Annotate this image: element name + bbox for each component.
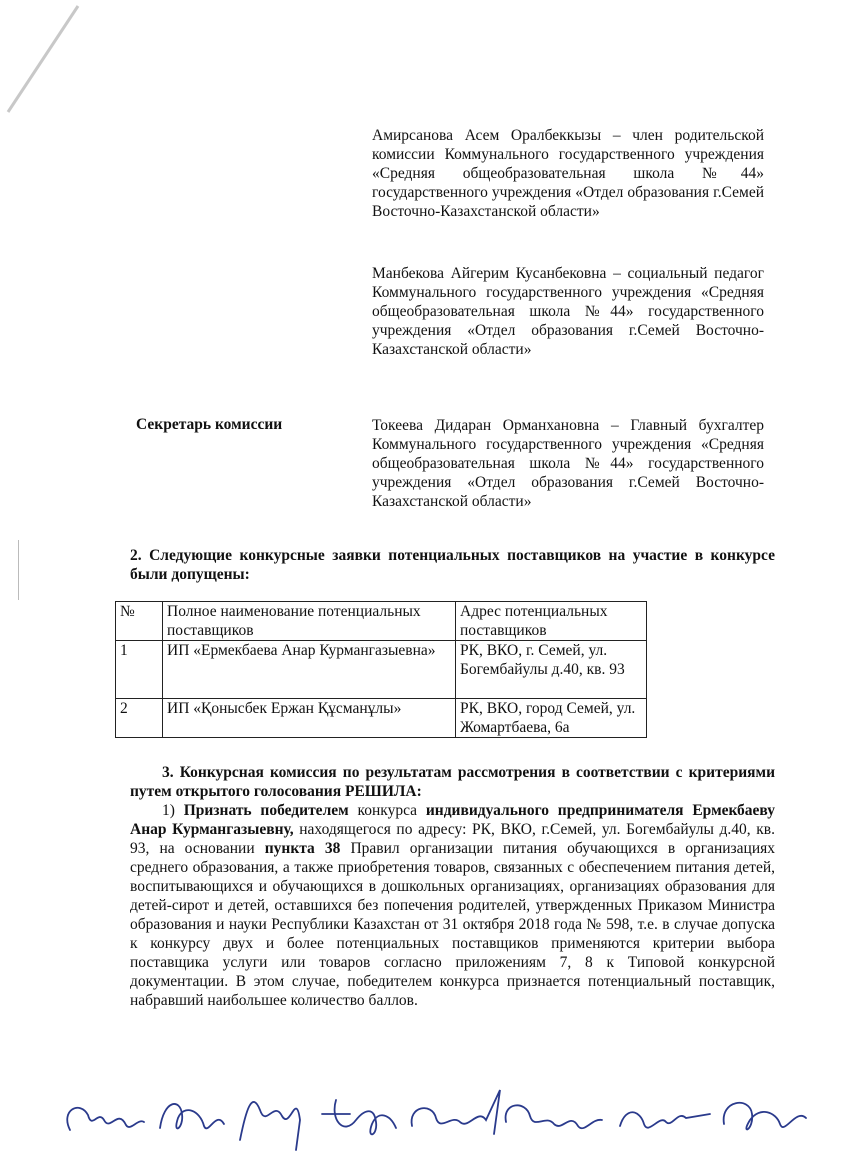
clause-reference: пункта 38 bbox=[264, 840, 341, 857]
decision-text: находящегося по адресу: РК, ВКО, г.Семей, ул. Богембайулы д.40, кв. 93, на основании bbox=[130, 821, 775, 857]
signature-2 bbox=[160, 1104, 224, 1128]
table-cell: 2 bbox=[116, 699, 163, 738]
decision-paragraph bbox=[130, 801, 775, 1010]
table-header-cell: Полное наименование потенциальных поставщиков bbox=[163, 602, 456, 641]
signature-4 bbox=[322, 1100, 396, 1134]
signature-3 bbox=[240, 1102, 300, 1150]
winner-name: индивидуального предпринимателя Ермекбаеву Анар Курмангазыевну, bbox=[130, 802, 776, 838]
table-row bbox=[116, 699, 647, 738]
signature-8 bbox=[724, 1103, 806, 1130]
table-cell: ИП «Ермекбаева Анар Курмангазыевна» bbox=[163, 641, 456, 699]
table-header-row bbox=[116, 602, 647, 641]
table-cell: 1 bbox=[116, 641, 163, 699]
signature-1 bbox=[67, 1108, 144, 1130]
table-header-cell: № bbox=[116, 602, 163, 641]
signature-5 bbox=[412, 1090, 500, 1134]
signatures-row bbox=[60, 1070, 820, 1160]
section-3-heading: 3. Конкурсная комиссия по результатам рассмотрения в соответствии с критериями путем открытого голосования РЕШИЛА: bbox=[130, 764, 775, 800]
commission-member-2: Манбекова Айгерим Кусанбековна – социальный педагог Коммунального государственного учреждения «Средняя общеобразовательная школа №44» государственного учреждения «Отдел образования г.Семей Восточно-Казахстанской области» bbox=[372, 265, 764, 358]
decision-text: конкурса bbox=[357, 802, 418, 819]
decision-text: Правил организации питания обучающихся в организациях среднего образования, а также приобретения товаров, связанных с обеспечением питания детей, воспитывающихся и обучающихся в дошкольных организациях, организациях образования для детей-сирот и детей, оставшихся без попечения родителей, утвержденных Приказом Министра образования и науки Республики Казахстан от 31 октября 2018 года № 598, т.е. в случае допуска к конкурсу двух и более потенциальных поставщиков применяются критерии выбора поставщика услуги или товаров согласно приложениям 7, 8 к Типовой конкурсной документации. В этом случае, победителем конкурса признается потенциальный поставщик, набравший наибольшее количество баллов. bbox=[130, 840, 776, 1009]
table-cell: ИП «Қонысбек Ержан Құсманұлы» bbox=[163, 699, 456, 738]
signature-7 bbox=[620, 1112, 710, 1127]
scan-artifact-line bbox=[0, 0, 110, 120]
margin-mark bbox=[18, 540, 19, 600]
decision-number: 1) bbox=[162, 802, 175, 819]
table-row bbox=[116, 641, 647, 699]
table-cell: РК, ВКО, город Семей, ул. Жомартбаева, 6а bbox=[456, 699, 647, 738]
section-2-heading: 2. Следующие конкурсные заявки потенциальных поставщиков на участие в конкурсе были допущены: bbox=[130, 547, 775, 583]
bidders-table bbox=[115, 601, 647, 738]
table-header-cell: Адрес потенциальных поставщиков bbox=[456, 602, 647, 641]
signature-6 bbox=[506, 1105, 602, 1128]
decision-bold-text: Признать победителем bbox=[183, 802, 349, 819]
table-cell: РК, ВКО, г. Семей, ул. Богембайулы д.40, кв. 93 bbox=[456, 641, 647, 699]
section-3 bbox=[130, 763, 775, 1010]
commission-member-1: Амирсанова Асем Оралбеккызы – член родительской комиссии Коммунального государственного учреждения «Средняя общеобразовательная школа №44» государственного учреждения «Отдел образования г.Семей Восточно-Казахстанской области» bbox=[372, 127, 764, 220]
secretary-text: Токеева Дидаран Орманхановна – Главный бухгалтер Коммунального государственного учреждения «Средняя общеобразовательная школа №44» государственного учреждения «Отдел образования г.Семей Восточно-Казахстанской области» bbox=[372, 417, 764, 510]
secretary-label: Секретарь комиссии bbox=[136, 416, 283, 433]
